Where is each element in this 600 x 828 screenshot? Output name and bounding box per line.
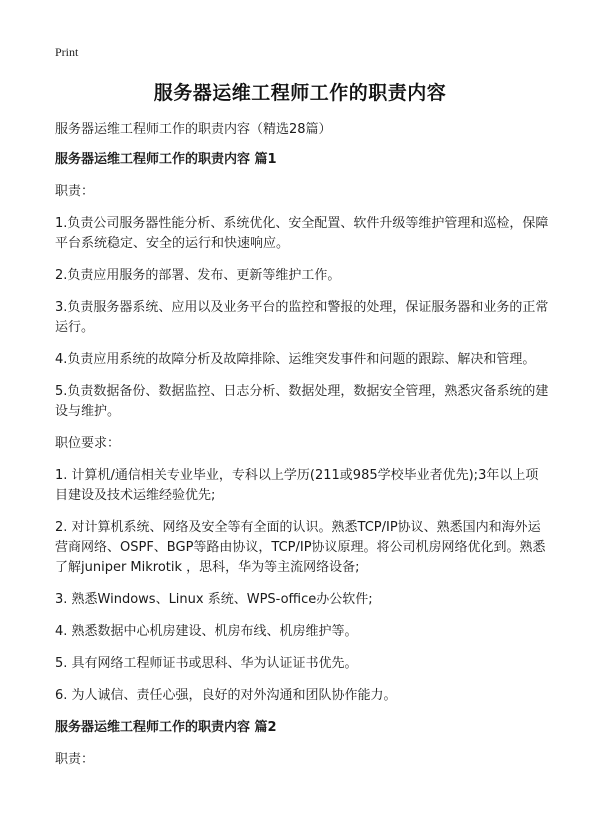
requirement-item: 3. 熟悉Windows、Linux 系统、WPS-office办公软件;: [55, 592, 373, 607]
section-heading-1: 服务器运维工程师工作的职责内容 篇1: [55, 152, 277, 167]
requirement-item: 6. 为人诚信、责任心强，良好的对外沟通和团队协作能力。: [55, 688, 397, 703]
requirement-item: 4. 熟悉数据中心机房建设、机房布线、机房维护等。: [55, 624, 358, 639]
document-body: [55, 120, 550, 782]
duty-item: 1.负责公司服务器性能分析、系统优化、安全配置、软件升级等维护管理和巡检，保障平台系统稳定、安全的运行和快速响应。: [55, 216, 549, 251]
document-title: 服务器运维工程师工作的职责内容: [153, 82, 447, 104]
duties-label: 职责：: [55, 184, 95, 199]
requirement-item: 5. 具有网络工程师证书或思科、华为认证证书优先。: [55, 656, 358, 671]
duties-label: 职责：: [55, 752, 95, 767]
section-heading-2: 服务器运维工程师工作的职责内容 篇2: [55, 720, 277, 735]
requirement-item: 2. 对计算机系统、网络及安全等有全面的认识。熟悉TCP/IP协议、熟悉国内和海外运营商网络、OSPF、BGP等路由协议，TCP/IP协议原理。将公司机房网络优化到。熟悉了解juniper Mikrotik ，思科，华为等主流网络设备;: [55, 520, 546, 575]
duty-item: 2.负责应用服务的部署、发布、更新等维护工作。: [55, 268, 341, 283]
print-label[interactable]: Print: [55, 45, 79, 59]
requirements-label: 职位要求：: [55, 436, 121, 451]
duty-item: 4.负责应用系统的故障分析及故障排除、运维突发事件和问题的跟踪、解决和管理。: [55, 352, 536, 367]
requirement-item: 1. 计算机/通信相关专业毕业，专科以上学历(211或985学校毕业者优先);3年以上项目建设及技术运维经验优先;: [55, 468, 539, 503]
document-subtitle: 服务器运维工程师工作的职责内容（精选28篇）: [55, 122, 332, 137]
duty-item: 5.负责数据备份、数据监控、日志分析、数据处理，数据安全管理，熟悉灾备系统的建设与维护。: [55, 384, 549, 419]
duty-item: 3.负责服务器系统、应用以及业务平台的监控和警报的处理，保证服务器和业务的正常运行。: [55, 300, 549, 335]
